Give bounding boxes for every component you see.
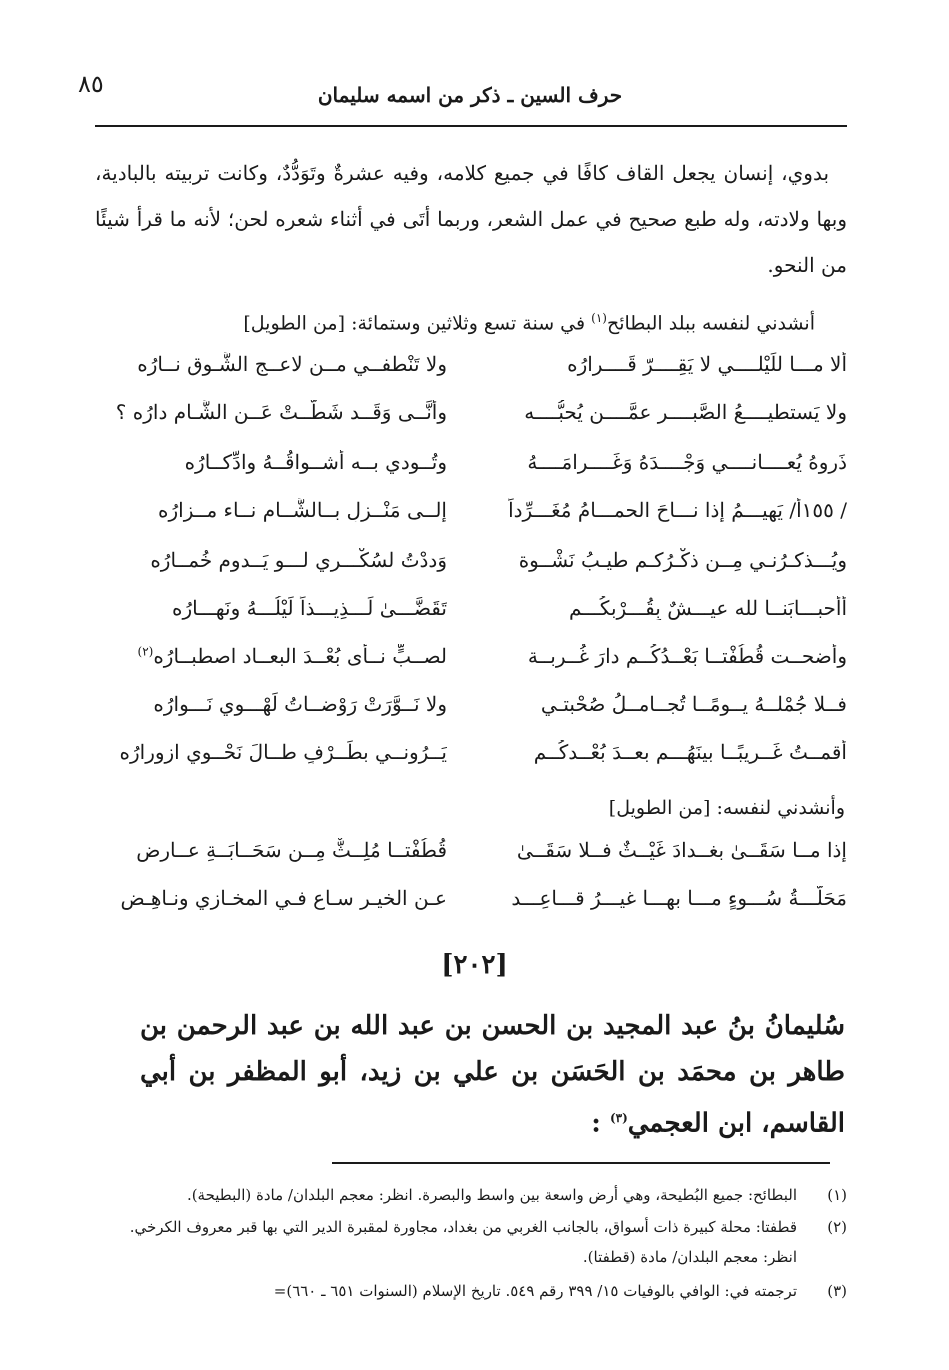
footnote-number: (١): [827, 1186, 847, 1204]
verse-line: [95, 886, 847, 930]
footnote-text: البطائح: جميع البُطيحة، وهي أرض واسعة بين واسط والبصرة. انظر: معجم البلدان/ مادة (البطيحة).: [186, 1186, 797, 1204]
footnote-ref: (٢): [137, 644, 154, 659]
intro-text-rest: في سنة تسع وثلاثين وستمائة: [من الطويل]: [243, 312, 592, 335]
poem-introduction-2: وأنشدني لنفسه: [من الطويل]: [608, 797, 845, 819]
verse-second-hemistich: تَقَضَّـــىٰ لَـــذِيـــذاً لَيْلُـــهُ ونَهـــارُه: [171, 596, 447, 620]
verse-second-hemistich: قُطُفْتــا مُلِــثٌّ مِــن سَحَــابَــةِ عــارِض: [136, 838, 447, 862]
footnote: [95, 1214, 847, 1240]
verse-first-hemistich: مَحَلَّـــةُ سُـــوءٍ مـــا بهـــا غيـــرُ قـــاعِـــد: [511, 886, 847, 910]
verse-line: [95, 352, 847, 396]
footnote-ref: (٣): [609, 1111, 628, 1125]
footnote: [95, 1182, 847, 1208]
entry-heading: [140, 1003, 845, 1147]
intro-text: أنشدني لنفسه ببلد البطائح: [606, 312, 815, 335]
verse-line: [95, 692, 847, 736]
entry-heading-colon: :: [591, 1108, 601, 1139]
verse-first-hemistich: ألا مـــا للَيْلــــي لا يَقِــــرّ قَــــرارُه: [567, 352, 847, 376]
verse-second-hemistich: [95, 644, 447, 668]
footnote-text: قطفتا: محلة كبيرة ذات أسواق، بالجانب الغربي من بغداد، مجاورة لمقبرة الدير التي بها قبر معروف الكرخي.: [129, 1218, 797, 1236]
verse-second-hemistich: وأنَّــى وَقَــد شَطَّــتْ عَــن الشَّـام دارُه ؟: [115, 400, 447, 424]
footnote-text: ترجمته في: الوافي بالوفيات ١٥/ ٣٩٩ رقم ٥٤٩. تاريخ الإسلام (السنوات ٦٥١ ـ ٦٦٠)=: [273, 1282, 797, 1300]
verse-first-hemistich: ذَروهُ يُعــــانــــي وَجْــــدَهُ وَغَــــرامَــــهُ: [527, 450, 847, 474]
footnote: [95, 1278, 847, 1304]
verse-line: [95, 400, 847, 444]
footnote-text: انظر: معجم البلدان/ مادة (قطفتا).: [582, 1248, 797, 1266]
paragraph-line: بدوي، إنسان يجعل القاف كافًا في جميع كلامه، وفيه عشرةٌ وتَوَدُّدٌ، وكانت تربيته: [164, 161, 830, 185]
header-rule: [95, 125, 847, 127]
verse-second-hemistich: يَــرُونــي بطَــرْفٍ طــالَ نَحْــوي ازوِرارُه: [119, 740, 447, 764]
entry-heading-text: سُليمانُ بنُ عبد المجيد بن الحسن بن عبد الله بن عبد الرحمن بن طاهر بن محمَد بن الحَسَن بن علي بن زيد، أبو المظفر بن أبي القاسم، ابن العجمي: [140, 1011, 845, 1139]
verse-first-hemistich: فــلا جُمْلــهُ يــومًــا تُجــامــلُ صُحْبتـي: [540, 692, 847, 716]
verse-line: [95, 838, 847, 882]
verse-line: [95, 498, 847, 542]
footnote-number: (٢): [827, 1218, 847, 1236]
running-title: حرف السين ـ ذكر من اسمه سليمان: [317, 83, 623, 107]
footnote-number: (٣): [827, 1282, 847, 1300]
verse-line: [95, 596, 847, 640]
footnote-rule: [332, 1162, 830, 1164]
verse-first-hemistich: أقمــتُ غَــريبًــا بينَهُـــم بعــدَ بُعْــدكُــم: [533, 740, 847, 764]
verse-second-hemistich: عـنِ الخيـرِ سـاعٍ فـي المخـازي ونـاهِـض: [120, 886, 447, 910]
paragraph-line: بالبادية، وبها ولادته، وله طبع صحيح في عمل الشعر، وربما أتَى في أثناء شعره لحن؛ لأنه: [95, 161, 847, 231]
page-number: ٨٥: [78, 70, 104, 98]
poem-introduction: [95, 300, 815, 341]
verse-line: [95, 450, 847, 494]
verse-second-hemistich: وتُــودي بــه أشــواقُــهُ وادِّكــارُه: [184, 450, 447, 474]
verse-first-hemistich: إذا مــا سَقَــىٰ بغــدادَ غَيْــثٌ فــلا سَقَــىٰ: [516, 838, 847, 862]
verse-line: [95, 644, 847, 688]
verse-line: [95, 740, 847, 784]
verse-second-hemistich: وَددْتُ لسُكْـــري لـــو يَــدوم خُمــارُه: [150, 548, 447, 572]
entry-number: [٢٠٢]: [441, 950, 508, 980]
footnote: [95, 1244, 847, 1270]
verse-second-hemistich: ولا نَــوَّرَتْ رَوْضــاتُ لَهْـــوي نَـــوارُه: [153, 692, 447, 716]
verse-first-hemistich: ولا يَستطيــــعُ الصَّبــــر عمَّــــن يُحبُّــــه: [524, 400, 847, 424]
hemistich-text: لصــبٍّ نــأى بُعْــدَ البعــاد اصطبــارُه: [153, 644, 447, 668]
verse-first-hemistich: ويُـــذكـرُنـي مِــن ذكْـرُكـم طيـبُ نَشْــوة: [518, 548, 847, 572]
verse-second-hemistich: إلــى مَنْــزلٍ بــالشَّــام نــاء مــزارُه: [158, 498, 447, 522]
paragraph-line: ما قرأ شيئًا من النحو.: [95, 207, 847, 277]
verse-first-hemistich: وأضحــت قُطُفْتــا بَعْــدُكُــم دارَ غُــربــة: [527, 644, 847, 668]
footnote-ref: (١): [591, 311, 607, 325]
verse-line: [95, 548, 847, 592]
body-paragraph: [95, 150, 847, 288]
verse-first-hemistich: / ١٥٥أ/ يَهِيـــمُ إذا نـــاحَ الحمـــامُ مُغَـــرِّداً: [508, 498, 847, 522]
verse-first-hemistich: أأحبـــابَنــا لله عيـــشٌ بِقُـــرْبكُـــم: [569, 596, 847, 620]
verse-second-hemistich: ولا تَنْطفــي مــن لاعــج الشَّـوقِ نــارُه: [137, 352, 447, 376]
